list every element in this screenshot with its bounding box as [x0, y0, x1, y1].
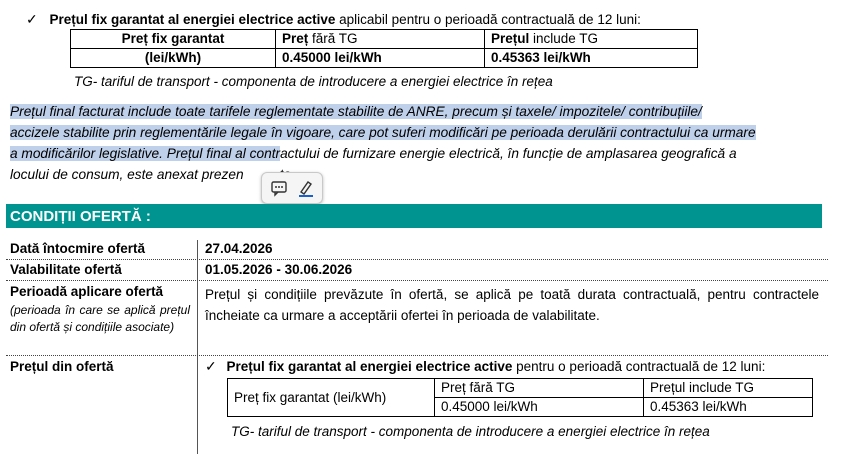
bottom-footnote: TG- tariful de transport - componenta de introducere a energiei electrice în rețea	[231, 424, 710, 439]
paragraph-line3-rest: actului de furnizare energie electrică, în funcție de amplasarea geografică a	[280, 146, 737, 161]
top-table-col3-value: 0.45363 lei/kWh	[485, 49, 698, 68]
bottom-price-table	[227, 378, 813, 417]
top-bullet-bold: Prețul fix garantat al energiei electrice active	[49, 12, 336, 27]
highlight-pen-icon[interactable]	[296, 178, 316, 198]
selection-toolbar	[261, 172, 323, 204]
date-value: 27.04.2026	[205, 241, 273, 256]
paragraph-line4: locului de consum, este anexat prezen	[10, 167, 244, 182]
bottom-table-col1: Preț fix garantat (lei/kWh)	[228, 379, 435, 417]
period-text: Prețul și condițiile prevăzute în ofertă, se aplică pe toată durata contractuală, pentru contractele încheiate ca urmare a acceptării ofertei în perioada de valabilitate.	[205, 287, 819, 323]
row-divider	[6, 355, 828, 356]
top-bullet-text: aplicabil pentru o perioadă contractuală de 12 luni:	[335, 12, 641, 27]
top-footnote: TG- tariful de transport - componenta de introducere a energiei electrice în rețea	[74, 74, 553, 89]
validity-value: 01.05.2026 - 30.06.2026	[205, 262, 353, 277]
date-label: Dată întocmire ofertă	[10, 241, 146, 256]
top-bullet	[26, 11, 641, 28]
bottom-table-col3-head: Prețul include TG	[644, 379, 813, 398]
checkmark-icon: ✓	[26, 11, 38, 27]
period-note: (perioada în care se aplică prețul din ofertă și condițiile asociate)	[10, 303, 190, 334]
bottom-bullet-text: pentru o perioadă contractuală de 12 luni:	[512, 359, 766, 374]
bottom-table-col3-value: 0.45363 lei/kWh	[644, 398, 813, 417]
validity-label: Valabilitate ofertă	[10, 262, 122, 277]
top-table-col2-head: Preț fără TG	[276, 30, 485, 49]
top-table-col2-value: 0.45000 lei/kWh	[276, 49, 485, 68]
period-label: Perioadă aplicare ofertă	[10, 284, 164, 299]
comment-icon[interactable]	[269, 178, 289, 198]
price-label: Prețul din ofertă	[10, 359, 114, 374]
paragraph-line1[interactable]: Prețul final facturat include toate tarifele reglementate stabilite de ANRE, precum și taxele/ impozitele/ contribuțiile/	[10, 104, 702, 119]
bottom-bullet-bold: Prețul fix garantat al energiei electrice active	[226, 359, 513, 374]
checkmark-icon: ✓	[205, 358, 217, 374]
top-price-table	[70, 29, 698, 68]
bottom-table-col2-head: Preț fără TG	[435, 379, 644, 398]
bottom-table-col2-value: 0.45000 lei/kWh	[435, 398, 644, 417]
top-table-col1-line1: Preț fix garantat	[71, 30, 276, 49]
paragraph-line3-selected[interactable]: a modificărilor legislative. Prețul final al contr	[10, 146, 281, 161]
row-divider	[6, 280, 828, 281]
top-table-col3-head: Prețul include TG	[485, 30, 698, 49]
selected-paragraph[interactable]	[10, 101, 822, 185]
bottom-bullet	[205, 358, 765, 375]
section-title: CONDIȚII OFERTĂ :	[6, 204, 822, 228]
top-table-col1-line2: (lei/kWh)	[71, 49, 276, 68]
column-divider	[197, 240, 198, 454]
paragraph-line2[interactable]: accizele stabilite prin reglementările legale în vigoare, care pot suferi modificări pe perioada derulării contractului ca urmare	[10, 125, 756, 140]
row-divider	[6, 259, 828, 260]
